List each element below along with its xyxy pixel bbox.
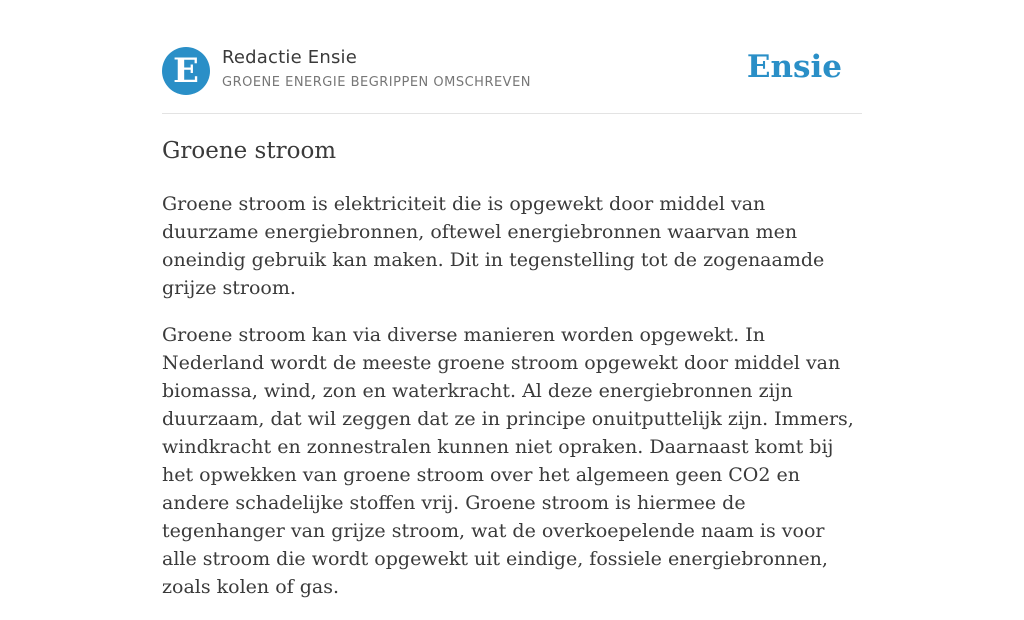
brand-logo[interactable]: Ensie xyxy=(746,49,842,85)
article-body xyxy=(162,190,862,620)
article-title: Groene stroom xyxy=(162,138,337,164)
paragraph: Groene stroom kan via diverse manieren worden opgewekt. In Nederland wordt de meeste groene stroom opgewekt door middel van biomassa, wind, zon en waterkracht. Al deze energiebronnen zijn duurzaam, dat wil zeggen dat ze in principe onuitputtelijk zijn. Immers, windkracht en zonnestralen kunnen niet opraken. Daarnaast komt bij het opwekken van groene stroom over het algemeen geen CO2 en andere schadelijke stoffen vrij. Groene stroom is hiermee de tegenhanger van grijze stroom, wat de overkoepelende naam is voor alle stroom die wordt opgewekt uit eindige, fossiele energiebronnen, zoals kolen of gas. xyxy=(162,324,854,598)
header xyxy=(162,46,862,96)
ensie-logo-icon[interactable]: E xyxy=(162,47,210,95)
header-divider xyxy=(162,113,862,114)
paragraph: Groene stroom is elektriciteit die is opgewekt door middel van duurzame energiebronnen, oftewel energiebronnen waarvan men oneindig gebruik kan maken. Dit in tegenstelling tot de zogenaamde grijze stroom. xyxy=(162,193,825,299)
category-subtitle[interactable]: GROENE ENERGIE BEGRIPPEN OMSCHREVEN xyxy=(222,75,532,90)
author-name[interactable]: Redactie Ensie xyxy=(222,47,358,68)
